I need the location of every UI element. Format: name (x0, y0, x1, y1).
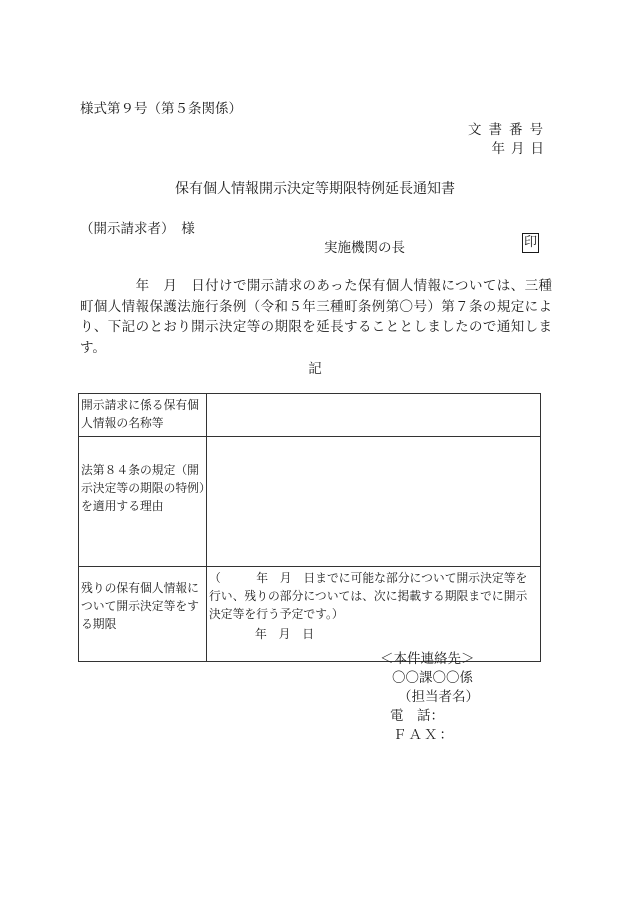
information-table (78, 393, 541, 662)
form-number: 様式第９号（第５条関係） (80, 101, 242, 117)
document-title: 保有個人情報開示決定等期限特例延長通知書 (175, 181, 455, 197)
contact-department: 〇〇課〇〇係 (392, 670, 473, 686)
contact-person: （担当者名） (398, 689, 479, 705)
body-paragraph: 年 月 日付けで開示請求のあった保有個人情報については、三種町個人情報保護法施行条例（令和５年三種町条例第〇号）第７条の規定により、下記のとおり開示決定等の期限を延長することとしましたので通知します。 (80, 278, 552, 356)
row-label-deadline: 残りの保有個人情報について開示決定等をする期限 (79, 567, 207, 662)
contact-block (360, 650, 540, 745)
row-label-reason: 法第８４条の規定（開示決定等の期限の特例）を適用する理由 (79, 437, 207, 567)
deadline-description: （ 年 月 日までに可能な部分について開示決定等を行い、残りの部分については、次に掲載する期限までに開示決定等を行う予定です。） (209, 571, 528, 621)
deadline-date: 年 月 日 (255, 627, 314, 641)
table-row (79, 567, 541, 662)
document-date-label: 年月日 (491, 141, 550, 157)
table-row (79, 394, 541, 437)
document-number-label: 文書番号 (468, 122, 550, 138)
table-row (79, 437, 541, 567)
ki-heading: 記 (308, 361, 322, 377)
row-value-deadline (207, 567, 541, 662)
agency-head: 実施機関の長 (324, 240, 405, 256)
row-value-information-name (207, 394, 541, 437)
contact-fax: ＦＡＸ： (393, 727, 455, 743)
contact-title: ＜本件連絡先＞ (380, 651, 475, 667)
row-label-information-name: 開示請求に係る保有個人情報の名称等 (79, 394, 207, 437)
row-value-reason (207, 437, 541, 567)
seal-mark: 印 (522, 233, 539, 253)
recipient-line: （開示請求者） 様 (80, 221, 195, 237)
contact-phone: 電 話： (390, 708, 444, 724)
